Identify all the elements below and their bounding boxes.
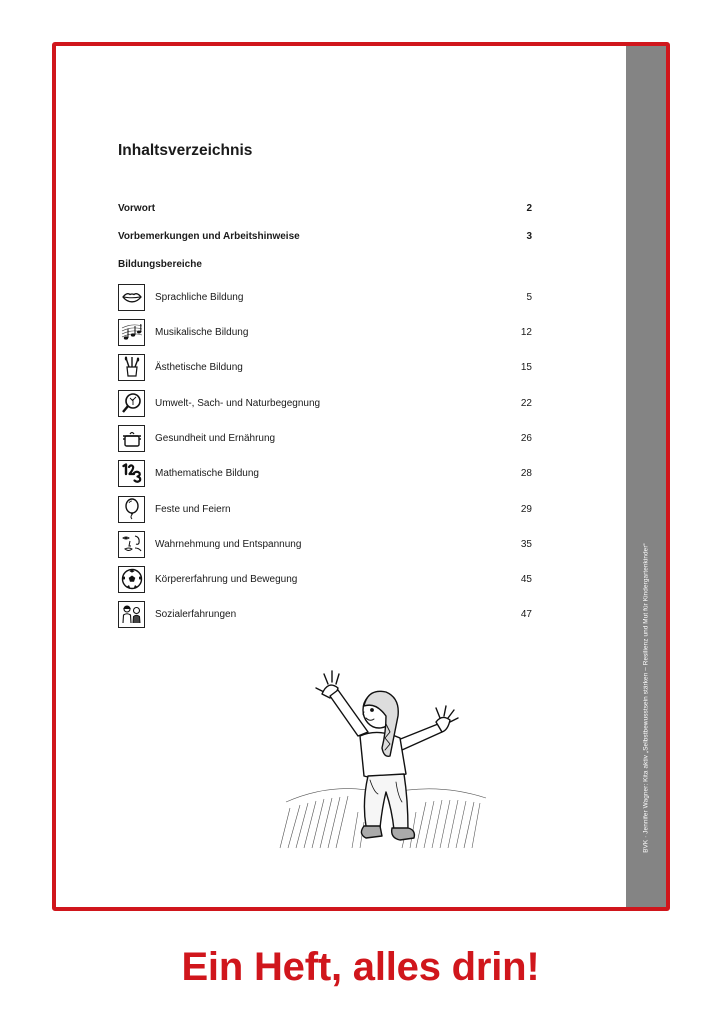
toc-item-feste-feiern[interactable] <box>118 494 532 524</box>
brushes-jar-icon <box>118 354 145 381</box>
toc-entry-page: 2 <box>526 203 532 214</box>
music-notes-icon <box>118 319 145 346</box>
children-group-icon <box>118 601 145 628</box>
toc-item-label: Ästhetische Bildung <box>155 361 243 373</box>
soccer-ball-icon <box>118 566 145 593</box>
toc-item-label: Mathematische Bildung <box>155 467 259 479</box>
toc-item-page: 29 <box>520 503 532 515</box>
toc-item-koerpererfahrung-bewegung[interactable] <box>118 564 532 594</box>
toc-item-page: 12 <box>520 326 532 338</box>
toc-item-label: Feste und Feiern <box>155 503 231 515</box>
toc-item-page: 15 <box>520 361 532 373</box>
magnifier-icon <box>118 390 145 417</box>
toc-entry-vorbemerkungen[interactable] <box>118 231 532 242</box>
toc-item-page: 22 <box>520 397 532 409</box>
toc-item-label: Umwelt-, Sach- und Naturbegegnung <box>155 397 321 409</box>
mouth-icon <box>118 284 145 311</box>
toc-item-sprachliche-bildung[interactable] <box>118 282 532 312</box>
toc-title: Inhaltsverzeichnis <box>118 142 253 159</box>
toc-item-musikalische-bildung[interactable] <box>118 317 532 347</box>
toc-item-sozialerfahrungen[interactable] <box>118 599 532 629</box>
toc-item-mathematische-bildung[interactable] <box>118 458 532 488</box>
toc-item-label: Musikalische Bildung <box>155 326 249 338</box>
toc-entry-label: Vorwort <box>118 203 156 214</box>
tagline: Ein Heft, alles drin! <box>181 945 540 989</box>
cooking-pot-icon <box>118 425 145 452</box>
numbers-123-icon <box>118 460 145 487</box>
side-bar <box>626 46 666 907</box>
toc-section-bildungsbereiche <box>118 259 532 270</box>
toc-item-page: 26 <box>520 432 532 444</box>
girl-figure <box>316 671 458 840</box>
toc-item-page: 28 <box>520 467 532 479</box>
toc-item-page: 45 <box>520 573 532 585</box>
toc-item-label: Gesundheit und Ernährung <box>155 432 276 444</box>
side-credit-text: BVK · Jennifer Wagner: Kita aktiv „Selbstbewusstsein stärken – Resilienz und Mut für Kindergartenkinder“ <box>642 543 650 853</box>
toc-item-label: Wahrnehmung und Entspannung <box>155 538 302 550</box>
toc-item-page: 47 <box>520 608 532 620</box>
toc-item-aesthetische-bildung[interactable] <box>118 352 532 382</box>
toc-item-label: Sozialerfahrungen <box>155 608 237 620</box>
toc-entry-label: Vorbemerkungen und Arbeitshinweise <box>118 231 300 242</box>
dancing-girl-illustration <box>266 662 506 852</box>
face-senses-icon <box>118 531 145 558</box>
page-frame <box>52 42 670 911</box>
toc-entry-vorwort[interactable] <box>118 203 532 214</box>
toc-item-gesundheit-ernaehrung[interactable] <box>118 423 532 453</box>
toc-item-label: Körpererfahrung und Bewegung <box>155 573 298 585</box>
toc-item-wahrnehmung-entspannung[interactable] <box>118 529 532 559</box>
toc-item-label: Sprachliche Bildung <box>155 291 244 303</box>
toc-item-umwelt-sach-natur[interactable] <box>118 388 532 418</box>
balloon-icon <box>118 496 145 523</box>
toc-section-label: Bildungsbereiche <box>118 259 202 270</box>
toc-item-page: 35 <box>520 538 532 550</box>
toc-item-page: 5 <box>526 291 532 303</box>
toc-entry-page: 3 <box>526 231 532 242</box>
